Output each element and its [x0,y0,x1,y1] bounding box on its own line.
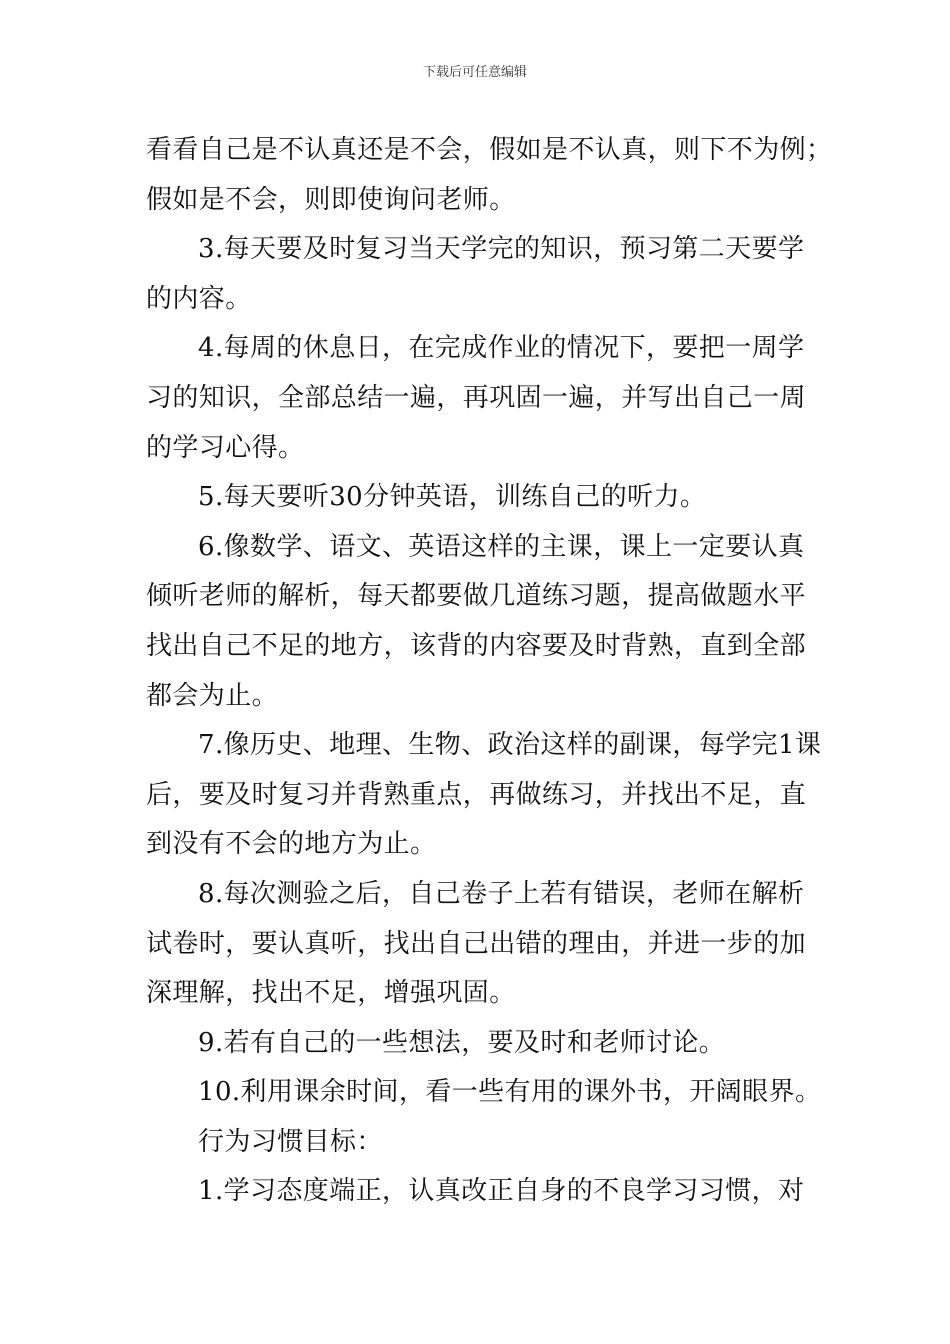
text-line: 都会为止。 [146,680,279,711]
document-body [146,126,833,1217]
text-line: 1.学习态度端正，认真改正自身的不良学习习惯，对 [198,1176,805,1207]
text-line: 的学习心得。 [146,432,305,463]
text-line: 10.利用课余时间，看一些有用的课外书，开阔眼界。 [198,1077,822,1108]
page-header: 下载后可任意编辑 [422,65,527,80]
text-line: 4.每周的休息日，在完成作业的情况下，要把一周学 [198,333,805,364]
text-line: 7.像历史、地理、生物、政治这样的副课，每学完1课 [198,730,822,761]
text-line: 后，要及时复习并背熟重点，再做练习，并找出不足，直 [146,779,807,810]
text-line: 3.每天要及时复习当天学完的知识，预习第二天要学 [198,234,805,265]
text-line: 深理解，找出不足，增强巩固。 [146,978,516,1009]
section-heading: 行为习惯目标： [198,1126,383,1157]
text-line: 倾听老师的解析，每天都要做几道练习题，提高做题水平 [146,581,807,612]
text-line: 习的知识，全部总结一遍，再巩固一遍，并写出自己一周 [146,382,807,413]
text-line: 看看自己是不认真还是不会，假如是不认真，则下不为例； [146,135,833,165]
text-line: 的内容。 [146,283,252,314]
text-line: 8.每次测验之后，自己卷子上若有错误，老师在解析 [198,878,805,909]
text-line: 到没有不会的地方为止。 [146,829,437,860]
text-line: 找出自己不足的地方，该背的内容要及时背熟，直到全部 [146,630,807,661]
text-line: 9.若有自己的一些想法，要及时和老师讨论。 [198,1027,726,1058]
text-line: 假如是不会，则即使询问老师。 [146,184,516,215]
text-line: 6.像数学、语文、英语这样的主课，课上一定要认真 [198,531,805,562]
text-line: 5.每天要听30分钟英语，训练自己的听力。 [198,482,707,513]
text-line: 试卷时，要认真听，找出自己出错的理由，并进一步的加 [146,928,807,959]
